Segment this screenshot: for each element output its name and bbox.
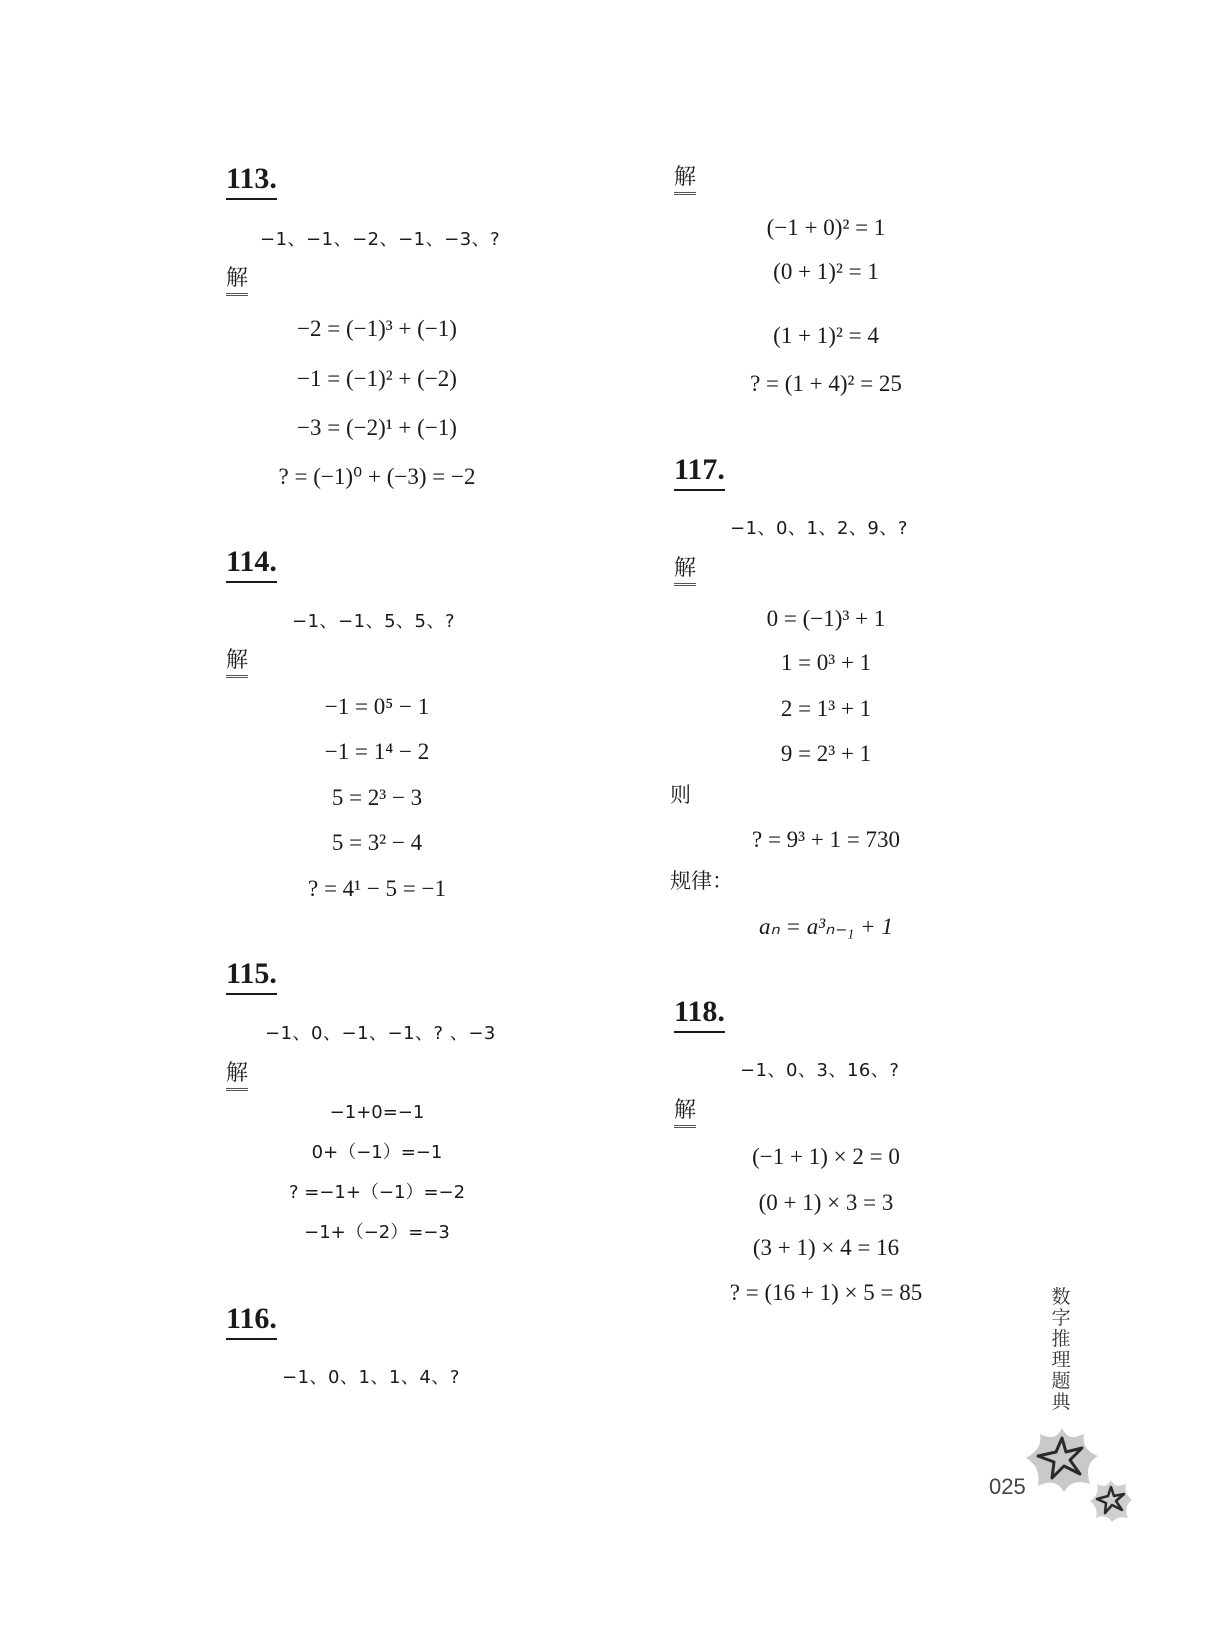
- problem-118-step: (0 + 1) × 3 = 3: [758, 1190, 894, 1215]
- book-title-vertical: [1050, 1287, 1072, 1413]
- problem-113-step: −1 = (−1)² + (−2): [297, 366, 457, 391]
- problem-116-solution-label: 解: [674, 165, 696, 195]
- book-title-char: 典: [1051, 1391, 1071, 1413]
- book-title-char: 字: [1051, 1307, 1071, 1329]
- problem-115-number: 115.: [226, 957, 277, 995]
- problem-116-sequence: −1、0、1、1、4、?: [282, 1367, 460, 1388]
- problem-113-step: −2 = (−1)³ + (−1): [297, 316, 457, 341]
- problem-117-number: 117.: [674, 453, 725, 491]
- problem-113-sequence: −1、−1、−2、−1、−3、?: [260, 229, 501, 250]
- problem-118-step: (3 + 1) × 4 = 16: [752, 1235, 900, 1260]
- book-title-char: 题: [1051, 1370, 1071, 1392]
- problem-115-step: 0+（−1）=−1: [311, 1142, 443, 1163]
- problem-115-step: −1+（−2）=−3: [304, 1222, 450, 1243]
- small-star-icon: [1088, 1478, 1134, 1524]
- problem-114-step: −1 = 0⁵ − 1: [324, 694, 430, 719]
- problem-118-sequence: −1、0、3、16、?: [740, 1060, 900, 1081]
- problem-113-number: 113.: [226, 162, 277, 200]
- problem-116-step: ? = (1 + 4)² = 25: [750, 371, 902, 396]
- problem-113-solution-label: 解: [226, 266, 248, 296]
- problem-117-result: ? = 9³ + 1 = 730: [751, 827, 901, 852]
- problem-117-step: 2 = 1³ + 1: [780, 696, 872, 721]
- problem-118-step: ? = (16 + 1) × 5 = 85: [729, 1280, 923, 1305]
- problem-116-step: (−1 + 0)² = 1: [766, 215, 886, 240]
- problem-114-sequence: −1、−1、5、5、?: [292, 611, 456, 632]
- problem-113-step: ? = (−1)⁰ + (−3) = −2: [278, 464, 476, 489]
- page-number: 025: [989, 1474, 1026, 1499]
- problem-118-number: 118.: [674, 995, 725, 1033]
- problem-118-solution-label: 解: [674, 1098, 696, 1128]
- problem-114-step: ? = 4¹ − 5 = −1: [308, 876, 446, 901]
- problem-114-step: 5 = 2³ − 3: [331, 785, 423, 810]
- problem-116-number: 116.: [226, 1302, 277, 1340]
- problem-114-step: −1 = 1⁴ − 2: [324, 739, 430, 764]
- problem-115-sequence: −1、0、−1、−1、? 、−3: [265, 1023, 496, 1044]
- problem-115-step: ? =−1+（−1）=−2: [288, 1182, 466, 1203]
- problem-117-step: 1 = 0³ + 1: [780, 650, 872, 675]
- problem-118-step: (−1 + 1) × 2 = 0: [752, 1144, 900, 1169]
- problem-115-step: −1+0=−1: [329, 1102, 425, 1123]
- problem-116-step: (1 + 1)² = 4: [773, 323, 879, 348]
- problem-114-solution-label: 解: [226, 648, 248, 678]
- book-title-char: 推: [1051, 1328, 1071, 1350]
- book-title-char: 数: [1051, 1286, 1071, 1308]
- problem-114-step: 5 = 3² − 4: [331, 830, 423, 855]
- problem-114-number: 114.: [226, 545, 277, 583]
- problem-115-solution-label: 解: [226, 1061, 248, 1091]
- problem-117-step: 0 = (−1)³ + 1: [766, 606, 886, 631]
- problem-117-sequence: −1、0、1、2、9、?: [730, 518, 908, 539]
- problem-117-solution-label: 解: [674, 556, 696, 586]
- problem-117-rule: aₙ = a³ₙ₋₁ + 1: [759, 914, 893, 939]
- problem-117-then-label: 则: [670, 783, 691, 807]
- problem-113-step: −3 = (−2)¹ + (−1): [297, 415, 457, 440]
- problem-117-step: 9 = 2³ + 1: [780, 741, 872, 766]
- problem-117-rule-label: 规律：: [670, 869, 733, 893]
- problem-116-step: (0 + 1)² = 1: [773, 259, 879, 284]
- book-title-char: 理: [1051, 1349, 1071, 1371]
